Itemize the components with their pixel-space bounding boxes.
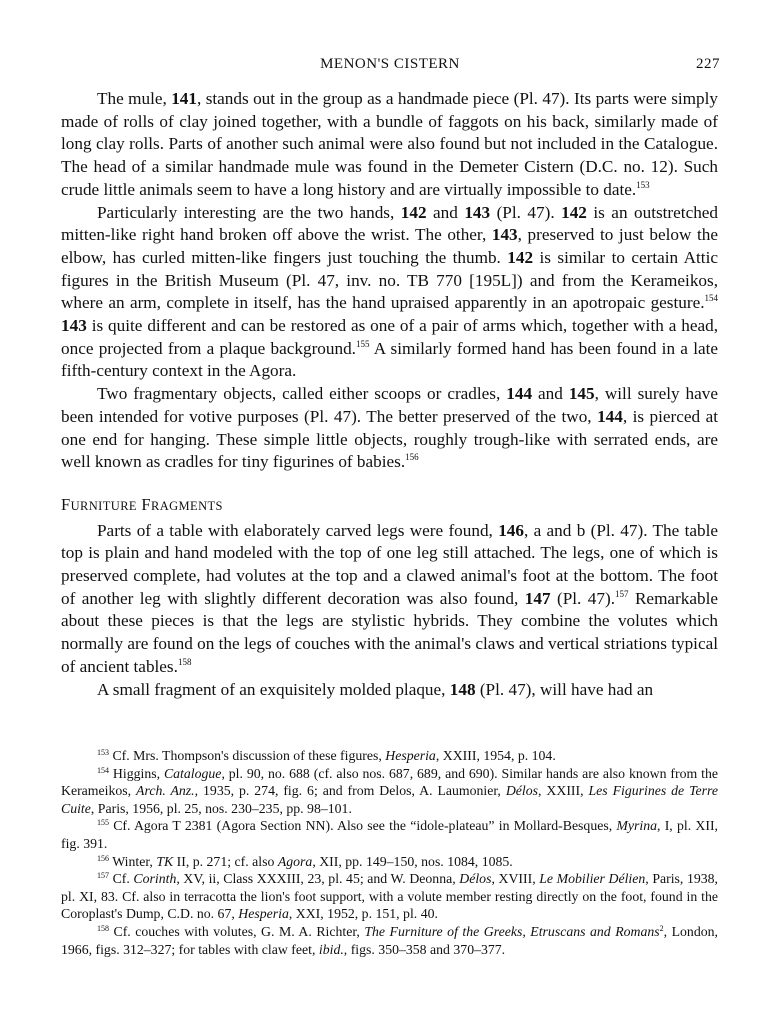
section-heading-furniture-fragments: FURNITURE FRAGMENTS <box>61 494 223 514</box>
paragraph: Parts of a table with elaborately carved legs were found, 146, a and b (Pl. 47). The table top is plain and hand modeled with the top of one leg still attached. The legs, one of which is preserved complete, had volutes at the top and a clawed animal's foot at the bottom. The foot of another leg with slightly different decoration was also found, 147 (Pl. 47).$^{157}$ Remarkable about these pieces is that the legs are stylistic hybrids. They combine the volutes which normally are found on the legs of couches with the animal's claws and vertical striations typical of ancient tables.$^{158}$ <box>61 520 719 676</box>
footnote: $^{157}$ Cf. Corinth, XV, ii, Class XXXIII, 23, pl. 45; and W. Deonna, Délos, XVIII, Le Mobilier Délien, Paris, 1938, pl. XI, 83. Cf. also in terracotta the lion's foot support, with a volute member resting directly on the foot, found in the Coroplast's Dump, C.D. no. 67, Hesperia, XXI, 1952, p. 151, pl. 40. <box>61 871 718 922</box>
footnote: $^{156}$ Winter, TK II, p. 271; cf. also Agora, XII, pp. 149–150, nos. 1084, 1085. <box>97 853 513 869</box>
footnote: $^{155}$ Cf. Agora T 2381 (Agora Section NN). Also see the “idole-plateau” in Mollard-Besques, Myrina, I, pl. XII, fig. 391. <box>61 818 719 851</box>
footnote-ref: 154 <box>97 765 109 775</box>
footnote-ref: 2 <box>659 923 664 933</box>
paragraph: The mule, 141, stands out in the group as a handmade piece (Pl. 47). Its parts were simply made of rolls of clay joined together, with a bundle of faggots on his back, similarly made of long clay rolls. Parts of another such animal were also found but not included in the Catalogue. The head of a similar handmade mule was found in the Demeter Cistern (D.C. no. 12). Such crude little animals seem to have a long history and are virtually impossible to date.$^{153}$ <box>61 89 718 199</box>
footnote-ref: 153 <box>97 748 109 757</box>
footnote-ref: 155 <box>97 818 109 828</box>
footnote: $^{154}$ Higgins, Catalogue, pl. 90, no. 688 (cf. also nos. 687, 689, and 690). Similar hands are also known from the Kerameikos, Arch. Anz., 1935, p. 274, fig. 6; and from Delos, A. Laumonier, Délos, XXIII, Les Figurines de Terre Cuite, Paris, 1956, pl. 25, nos. 230–235, pp. 98–101. <box>61 765 718 816</box>
running-header <box>60 56 720 80</box>
footnote-ref: 155 <box>355 338 370 349</box>
footnote-ref: 154 <box>704 293 718 304</box>
running-title: MENON'S CISTERN <box>320 56 460 72</box>
footnote-ref: 156 <box>405 452 419 463</box>
footnote-ref: 157 <box>97 871 109 881</box>
page-number: 227 <box>696 56 720 72</box>
footnote-ref: 153 <box>636 179 650 190</box>
heading-smallcaps: URNITURE <box>70 498 137 513</box>
footnote-ref: 158 <box>97 923 109 933</box>
paragraph-group-furniture <box>61 520 718 702</box>
heading-smallcaps: RAGMENTS <box>150 498 223 513</box>
footnotes <box>61 747 718 958</box>
footnote: $^{153}$ Cf. Mrs. Thompson's discussion of these figures, Hesperia, XXIII, 1954, p. 104. <box>97 748 556 763</box>
paragraph: A small fragment of an exquisitely molded plaque, 148 (Pl. 47), will have had an <box>97 679 654 699</box>
footnote-ref: 157 <box>615 588 629 599</box>
footnote-ref: 158 <box>177 656 192 667</box>
main-text <box>61 88 718 701</box>
paragraph: Particularly interesting are the two hands, 142 and 143 (Pl. 47). 142 is an outstretched mitten-like right hand broken off above the wrist. The other, 143, preserved to just below the elbow, has curled mitten-like fingers just touching the thumb. 142 is similar to certain Attic figures in the British Museum (Pl. 47, inv. no. TB 770 [195L]) and from the Kerameikos, where an arm, complete in itself, has the hand upraised apparently in an apotropaic gesture.$^{154}$ 143 is quite different and can be restored as one of a pair of arms which, together with a head, once projected from a plaque background.$^{155}$ A similarly formed hand has been found in a late fifth-century context in the Agora. <box>61 202 719 381</box>
footnote: $^{158}$ Cf. couches with volutes, G. M. A. Richter, The Furniture of the Greeks, Etruscans and Romans$^2$, London, 1966, figs. 312–327; for tables with claw feet, ibid., figs. 350–358 and 370–377. <box>61 923 718 957</box>
paragraph: Two fragmentary objects, called either scoops or cradles, 144 and 145, will surely have been intended for votive purposes (Pl. 47). The better preserved of the two, 144, is pierced at one end for hanging. These simple little objects, roughly trough-like with serrated ends, are well known as cradles for tiny figurines of babies.$^{156}$ <box>61 384 718 472</box>
footnote-ref: 156 <box>97 853 109 863</box>
paragraph-group-hands-and-objects <box>61 88 718 474</box>
